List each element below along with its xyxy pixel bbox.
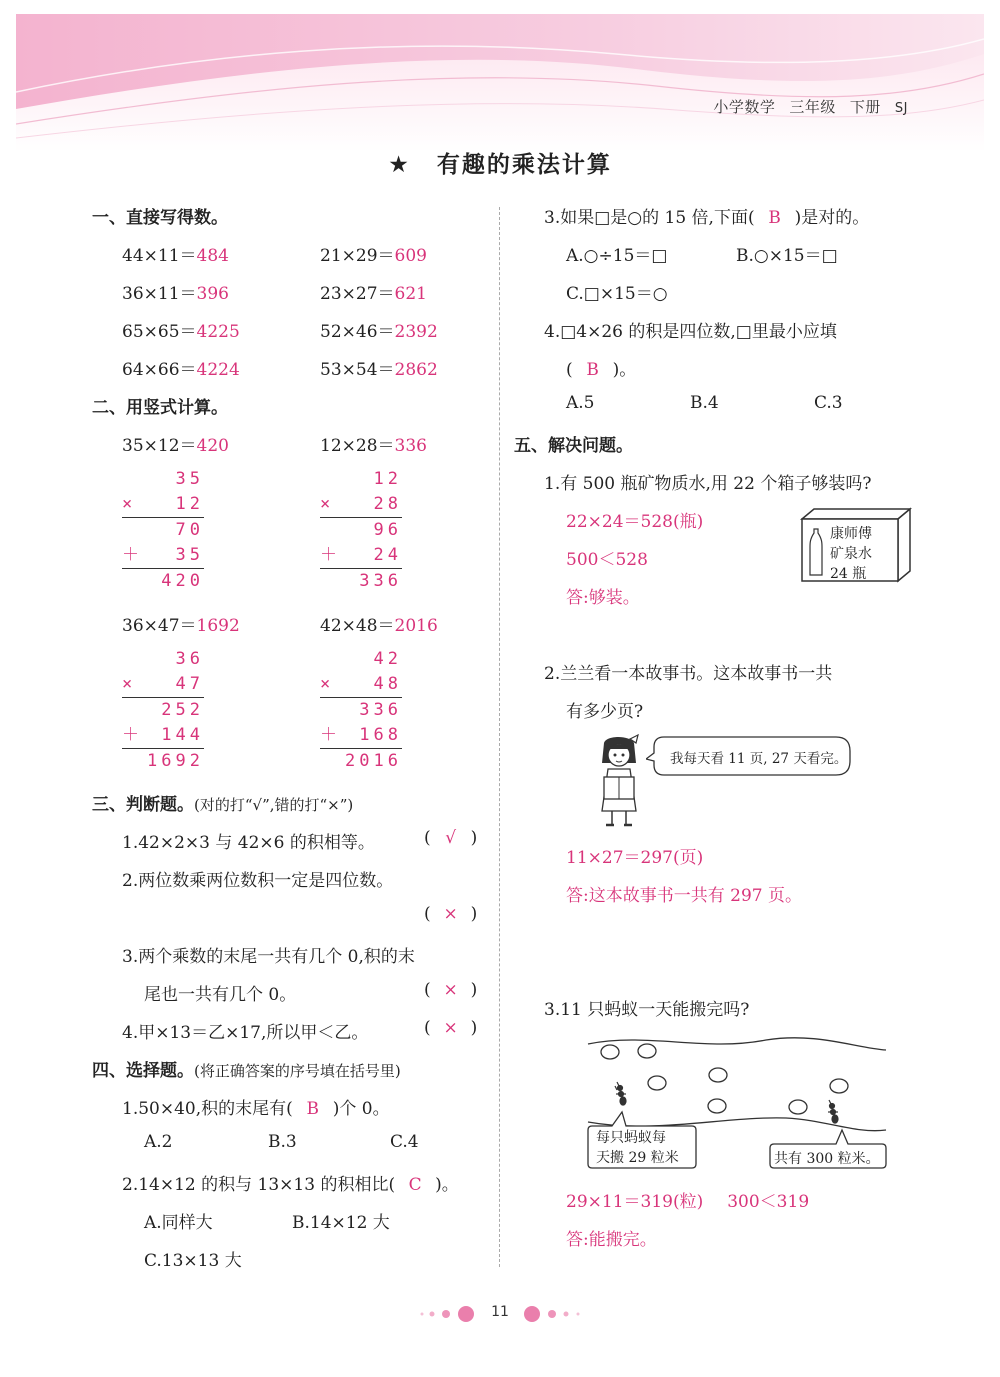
vertical-row <box>122 568 204 594</box>
vertical-digits: 252 <box>161 700 204 720</box>
vertical-row <box>122 517 204 543</box>
section-1-heading: 一、直接写得数。 <box>92 208 228 228</box>
choice-q1-opt-c: C.4 <box>390 1132 419 1152</box>
vertical-calculation <box>320 467 402 594</box>
plus-sign: ＋ <box>320 545 341 565</box>
calc-question: 53×54＝ <box>320 360 395 380</box>
vertical-row <box>320 647 402 672</box>
judge-item-text: 3.两个乘数的末尾一共有几个 0,积的末 <box>122 947 415 967</box>
calc-answer: 2862 <box>394 360 438 380</box>
vertical-row <box>122 492 204 517</box>
vertical-calculation <box>122 647 204 774</box>
judge-answer: × <box>443 980 458 1000</box>
box-label: 康师傅 矿泉水 24 瓶 <box>830 526 872 582</box>
judge-item-text: 2.两位数乘两位数积一定是四位数。 <box>122 871 394 891</box>
vertical-digits: 336 <box>359 700 402 720</box>
left-paren: ( <box>424 828 431 848</box>
water-box-illustration <box>800 507 912 585</box>
vertical-row <box>320 492 402 517</box>
vertical-row <box>320 723 402 748</box>
left-paren: ( <box>424 904 431 924</box>
vertical-digits: 36 <box>175 649 204 669</box>
rice-grains <box>601 1044 848 1114</box>
calc-question: 65×65＝ <box>122 322 197 342</box>
page-title <box>0 146 1000 179</box>
vertical-digits: 1692 <box>147 751 204 771</box>
vertical-answer: 1692 <box>196 616 240 636</box>
vertical-digits: 70 <box>175 520 204 540</box>
ant-bubble-right: 共有 300 粒米。 <box>774 1151 880 1167</box>
section-3-note: (对的打“√”,错的打“×”) <box>194 796 354 814</box>
header-grade: 三年级 <box>789 98 836 116</box>
vertical-digits: 420 <box>161 571 204 591</box>
judge-answer-paren <box>424 1018 477 1038</box>
problem-3-answer: 答:能搬完。 <box>566 1230 657 1250</box>
calc-answer: 4225 <box>196 322 240 342</box>
header-subject: 小学数学 <box>713 98 776 116</box>
judge-item-text: 1.42×2×3 与 42×6 的积相等。 <box>122 833 375 853</box>
calc-item <box>122 241 229 266</box>
vertical-equation <box>320 611 438 636</box>
times-sign: × <box>320 494 335 514</box>
page-title-text: 有趣的乘法计算 <box>436 152 612 178</box>
section-4-note: (将正确答案的序号填在括号里) <box>194 1062 401 1080</box>
bottle-icon <box>810 529 822 575</box>
girl-reading-illustration <box>590 733 650 829</box>
right-paren: ) <box>470 980 478 1000</box>
vertical-row <box>122 672 204 697</box>
choice-q4-line2: ( B )。 <box>566 360 637 380</box>
vertical-row <box>122 748 204 774</box>
problem-2-answer: 答:这本故事书一共有 297 页。 <box>566 886 802 906</box>
section-3-heading <box>92 790 353 815</box>
vertical-calculation <box>122 467 204 594</box>
calc-answer: 621 <box>394 284 427 304</box>
section-3-title: 三、判断题。 <box>92 795 194 815</box>
judge-answer-paren <box>424 828 477 848</box>
vertical-digits: 12 <box>373 469 402 489</box>
vertical-digits: 144 <box>161 725 204 745</box>
vertical-digits: 35 <box>175 469 204 489</box>
vertical-row <box>320 672 402 697</box>
calc-question: 64×66＝ <box>122 360 197 380</box>
vertical-row <box>320 748 402 774</box>
judge-item-text: 4.甲×13＝乙×17,所以甲＜乙。 <box>122 1023 369 1043</box>
vertical-row <box>320 568 402 594</box>
choice-q3-answer: B <box>768 208 781 228</box>
calc-question: 52×46＝ <box>320 322 395 342</box>
calc-answer: 4224 <box>196 360 240 380</box>
choice-q2-opt-c: C.13×13 大 <box>144 1251 242 1271</box>
calc-answer: 609 <box>394 246 427 266</box>
vertical-row <box>320 543 402 568</box>
vertical-digits: 35 <box>175 545 204 565</box>
section-5-heading: 五、解决问题。 <box>514 436 633 456</box>
problem-1-work-2: 500＜528 <box>566 550 648 570</box>
vertical-question: 12×28＝ <box>320 436 395 456</box>
calc-item <box>320 355 438 380</box>
header-banner <box>16 14 984 152</box>
ant-rice-illustration <box>586 1030 888 1170</box>
choice-q3-opt-c: C.□×15＝○ <box>566 284 668 304</box>
times-sign: × <box>122 494 137 514</box>
vertical-row <box>320 467 402 492</box>
calc-item <box>122 355 240 380</box>
vertical-digits: 28 <box>373 494 402 514</box>
header-volume: 下册 <box>849 98 881 116</box>
choice-q2-answer: C <box>408 1175 422 1195</box>
vertical-row <box>122 697 204 723</box>
choice-q3: 3.如果□是○的 15 倍,下面( B )是对的。 <box>544 208 870 228</box>
problem-1-answer: 答:够装。 <box>566 588 640 608</box>
choice-q2-opt-b: B.14×12 大 <box>292 1213 390 1233</box>
choice-q1: 1.50×40,积的末尾有( B )个 0。 <box>122 1099 390 1119</box>
vertical-digits: 12 <box>175 494 204 514</box>
problem-1-work-1: 22×24＝528(瓶) <box>566 512 704 532</box>
problem-1-question: 1.有 500 瓶矿物质水,用 22 个箱子够装吗? <box>544 474 872 494</box>
header-edition: SJ <box>894 101 908 116</box>
calc-answer: 2392 <box>394 322 438 342</box>
choice-q4-opt-c: C.3 <box>814 393 843 413</box>
calc-answer: 396 <box>196 284 229 304</box>
page-number: 11 <box>491 1304 509 1320</box>
problem-2-question-line1: 2.兰兰看一本故事书。这本故事书一共 <box>544 664 833 684</box>
times-sign: × <box>122 674 137 694</box>
vertical-question: 36×47＝ <box>122 616 197 636</box>
vertical-row <box>320 697 402 723</box>
vertical-equation <box>122 431 229 456</box>
calc-answer: 484 <box>196 246 229 266</box>
vertical-digits: 47 <box>175 674 204 694</box>
calc-item <box>122 279 229 304</box>
vertical-answer: 2016 <box>394 616 438 636</box>
choice-q2: 2.14×12 的积与 13×13 的积相比( C )。 <box>122 1175 459 1195</box>
plus-sign: ＋ <box>320 725 341 745</box>
judge-answer-paren <box>424 980 477 1000</box>
problem-3-question: 3.11 只蚂蚁一天能搬完吗? <box>544 1000 750 1020</box>
speech-bubble <box>656 735 852 777</box>
section-4-heading <box>92 1056 401 1081</box>
right-paren: ) <box>470 828 478 848</box>
problem-2-work: 11×27＝297(页) <box>566 848 704 868</box>
calc-question: 23×27＝ <box>320 284 395 304</box>
choice-q3-opt-a: A.○÷15＝□ <box>566 246 668 266</box>
calc-question: 44×11＝ <box>122 246 197 266</box>
header-wave-graphic <box>16 14 984 152</box>
page-footer <box>418 1300 582 1328</box>
plus-sign: ＋ <box>122 725 143 745</box>
vertical-calculation <box>320 647 402 774</box>
vertical-digits: 42 <box>373 649 402 669</box>
header-course-info <box>699 96 908 117</box>
left-paren: ( <box>424 980 431 1000</box>
judge-answer: √ <box>445 828 457 848</box>
choice-q1-opt-a: A.2 <box>144 1132 173 1152</box>
problem-3-work: 29×11＝319(粒) 300＜319 <box>566 1192 810 1212</box>
judge-answer-paren <box>424 904 477 924</box>
calc-item <box>320 241 427 266</box>
ant-bubble-left: 每只蚂蚁每 天搬 29 粒米 <box>596 1130 679 1166</box>
vertical-digits: 336 <box>359 571 402 591</box>
vertical-row <box>122 723 204 748</box>
vertical-row <box>122 647 204 672</box>
times-sign: × <box>320 674 335 694</box>
choice-q1-answer: B <box>306 1099 320 1119</box>
section-4-title: 四、选择题。 <box>92 1061 194 1081</box>
girl-icon <box>590 733 650 829</box>
vertical-row <box>320 517 402 543</box>
choice-q1-opt-b: B.3 <box>268 1132 297 1152</box>
calc-question: 36×11＝ <box>122 284 197 304</box>
vertical-digits: 168 <box>359 725 402 745</box>
calc-item <box>320 317 438 342</box>
calc-question: 21×29＝ <box>320 246 395 266</box>
choice-q4-answer: B <box>586 360 599 380</box>
vertical-digits: 24 <box>373 545 402 565</box>
judge-answer: × <box>443 1018 458 1038</box>
vertical-digits: 2016 <box>345 751 402 771</box>
choice-q2-opt-a: A.同样大 <box>144 1213 213 1233</box>
vertical-answer: 420 <box>196 436 229 456</box>
right-paren: ) <box>470 904 478 924</box>
star-icon: ★ <box>388 152 411 178</box>
vertical-answer: 336 <box>394 436 427 456</box>
column-divider <box>499 207 500 1267</box>
choice-q4-line1: 4.□4×26 的积是四位数,□里最小应填 <box>544 322 837 342</box>
judge-answer: × <box>443 904 458 924</box>
judge-item-text: 尾也一共有几个 0。 <box>144 985 297 1005</box>
vertical-digits: 96 <box>373 520 402 540</box>
choice-q4-opt-a: A.5 <box>566 393 595 413</box>
speech-bubble-text: 我每天看 11 页, 27 天看完。 <box>670 751 848 767</box>
calc-item <box>122 317 240 342</box>
right-paren: ) <box>470 1018 478 1038</box>
vertical-row <box>122 467 204 492</box>
problem-2-question-line2: 有多少页? <box>566 702 644 722</box>
calc-item <box>320 279 427 304</box>
choice-q3-opt-b: B.○×15＝□ <box>736 246 838 266</box>
vertical-digits: 48 <box>373 674 402 694</box>
plus-sign: ＋ <box>122 545 143 565</box>
vertical-equation <box>122 611 240 636</box>
section-2-heading: 二、用竖式计算。 <box>92 398 228 418</box>
choice-q4-opt-b: B.4 <box>690 393 719 413</box>
vertical-row <box>122 543 204 568</box>
vertical-question: 35×12＝ <box>122 436 197 456</box>
vertical-question: 42×48＝ <box>320 616 395 636</box>
vertical-equation <box>320 431 427 456</box>
left-paren: ( <box>424 1018 431 1038</box>
